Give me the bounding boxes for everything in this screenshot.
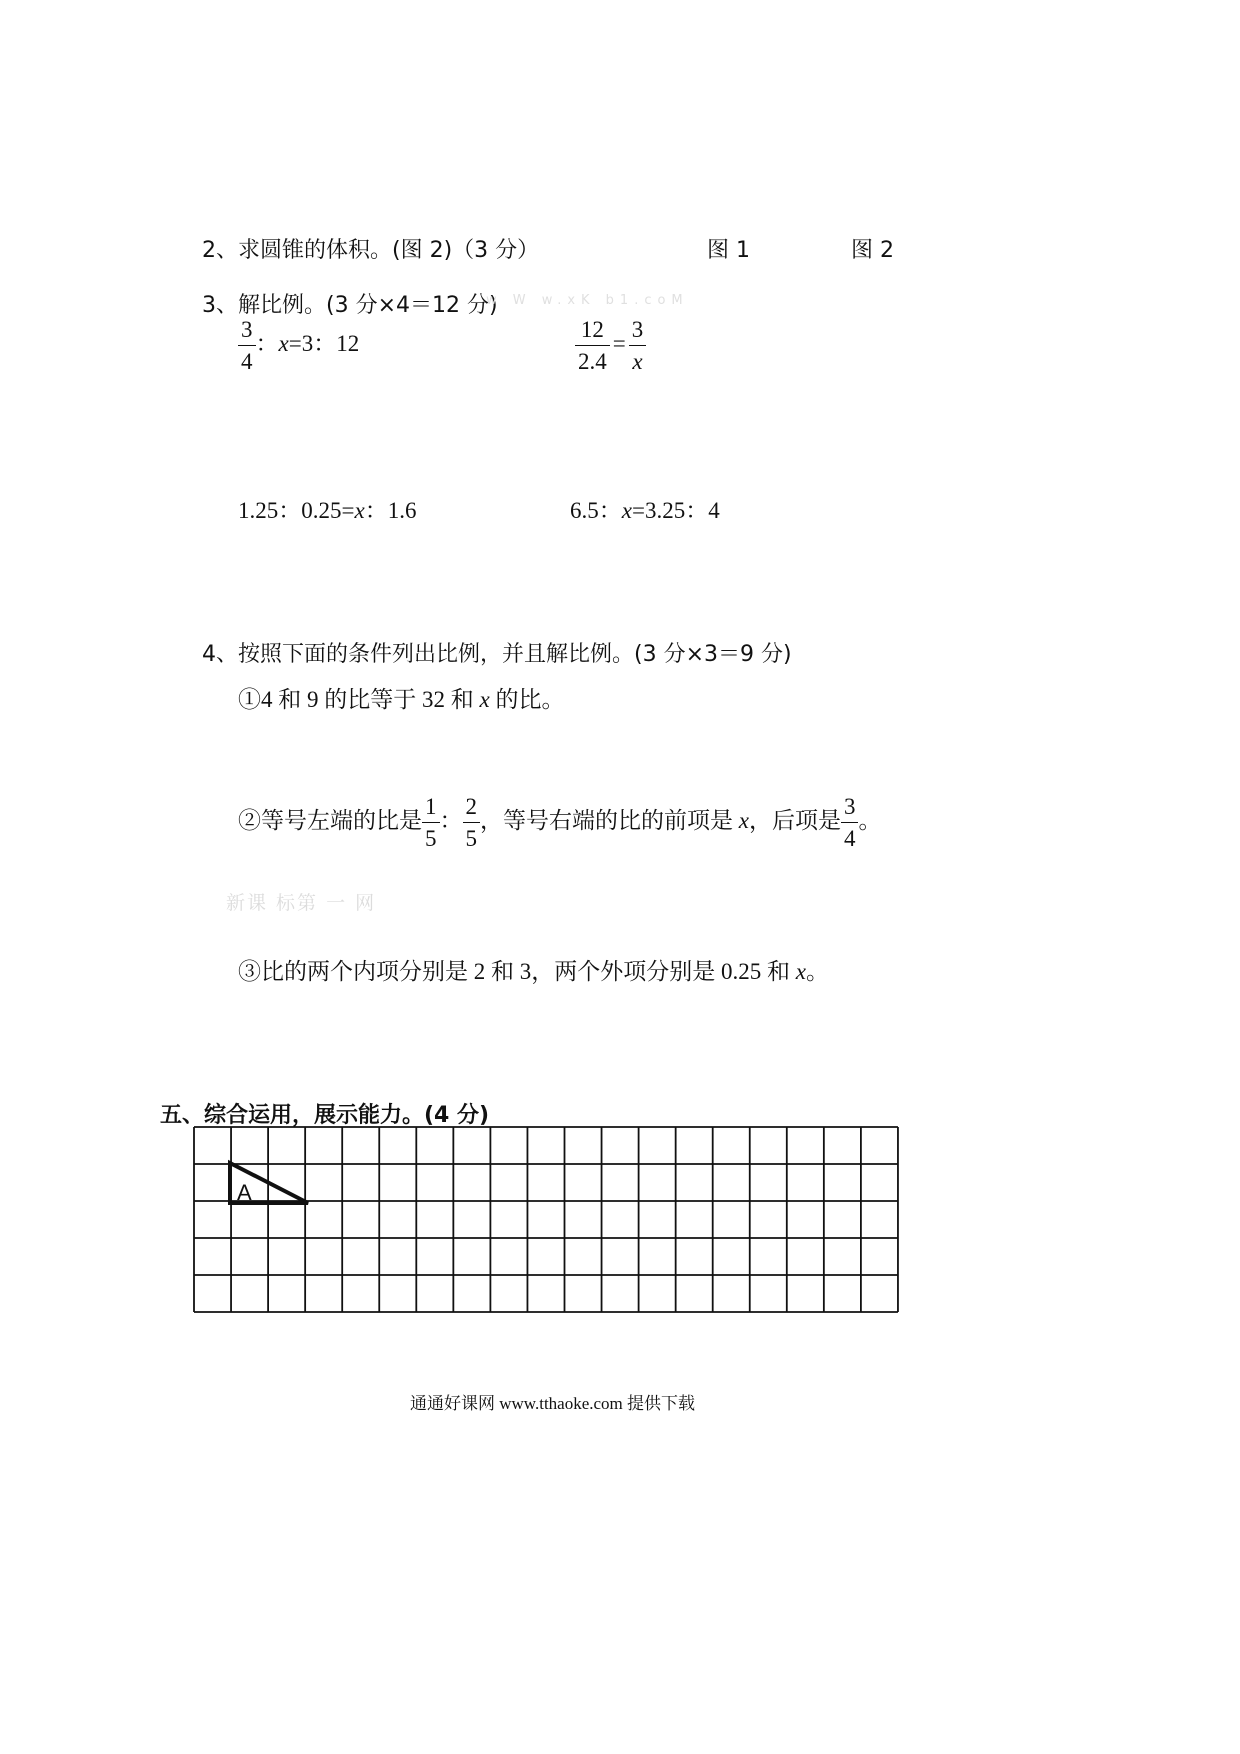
watermark-text-2: 新课 标第 一 网 <box>226 892 377 914</box>
fraction-12-2.4: $\frac{12}{2.4}$ <box>575 318 610 373</box>
q4-item-3: ③比的两个内项分别是 2 和 3，两个外项分别是 0.25 和 x。 <box>238 959 829 984</box>
fraction-3-4-b: $\frac{3}{4}$ <box>841 795 859 850</box>
figure-1-label: 图 1 <box>707 238 750 263</box>
proportion-2: $\frac{12}{2.4}$ = $\frac{3}{x}$ <box>575 318 646 373</box>
triangle-a-label: A <box>237 1180 252 1205</box>
fraction-1-5: $\frac{1}{5}$ <box>422 795 440 850</box>
q2-text: 2、求圆锥的体积。(图 2)（3 分） <box>202 238 540 263</box>
q3-title: 3、解比例。(3 分×4＝12 分) <box>202 293 498 318</box>
fraction-3-4: $\frac{3}{4}$ <box>238 318 256 373</box>
square-grid <box>190 1124 902 1318</box>
proportion-4: 6.5：x=3.25：4 <box>570 498 720 523</box>
section-5-title: 五、综合运用，展示能力。(4 分) <box>160 1103 490 1128</box>
q4-item-1: ①4 和 9 的比等于 32 和 x 的比。 <box>238 687 565 712</box>
q4-title: 4、按照下面的条件列出比例，并且解比例。(3 分×3＝9 分) <box>202 642 792 667</box>
footer-text: 通通好课网 www.tthaoke.com 提供下载 <box>410 1394 696 1413</box>
fraction-3-x: $\frac{3}{x}$ <box>629 318 647 373</box>
q4-item-2: ②等号左端的比是 $\frac{1}{5}$ ： $\frac{2}{5}$ ，等号右端的比的前项是 x，后项是 $\frac{3}{4}$ 。 <box>238 794 882 851</box>
fraction-2-5: $\frac{2}{5}$ <box>463 795 481 850</box>
watermark-text: w W w.xK b1.coM <box>486 293 689 308</box>
proportion-3: 1.25：0.25=x：1.6 <box>238 498 417 523</box>
figure-2-label: 图 2 <box>851 238 894 263</box>
proportion-1: $\frac{3}{4}$ ：x=3：12 <box>238 318 359 373</box>
